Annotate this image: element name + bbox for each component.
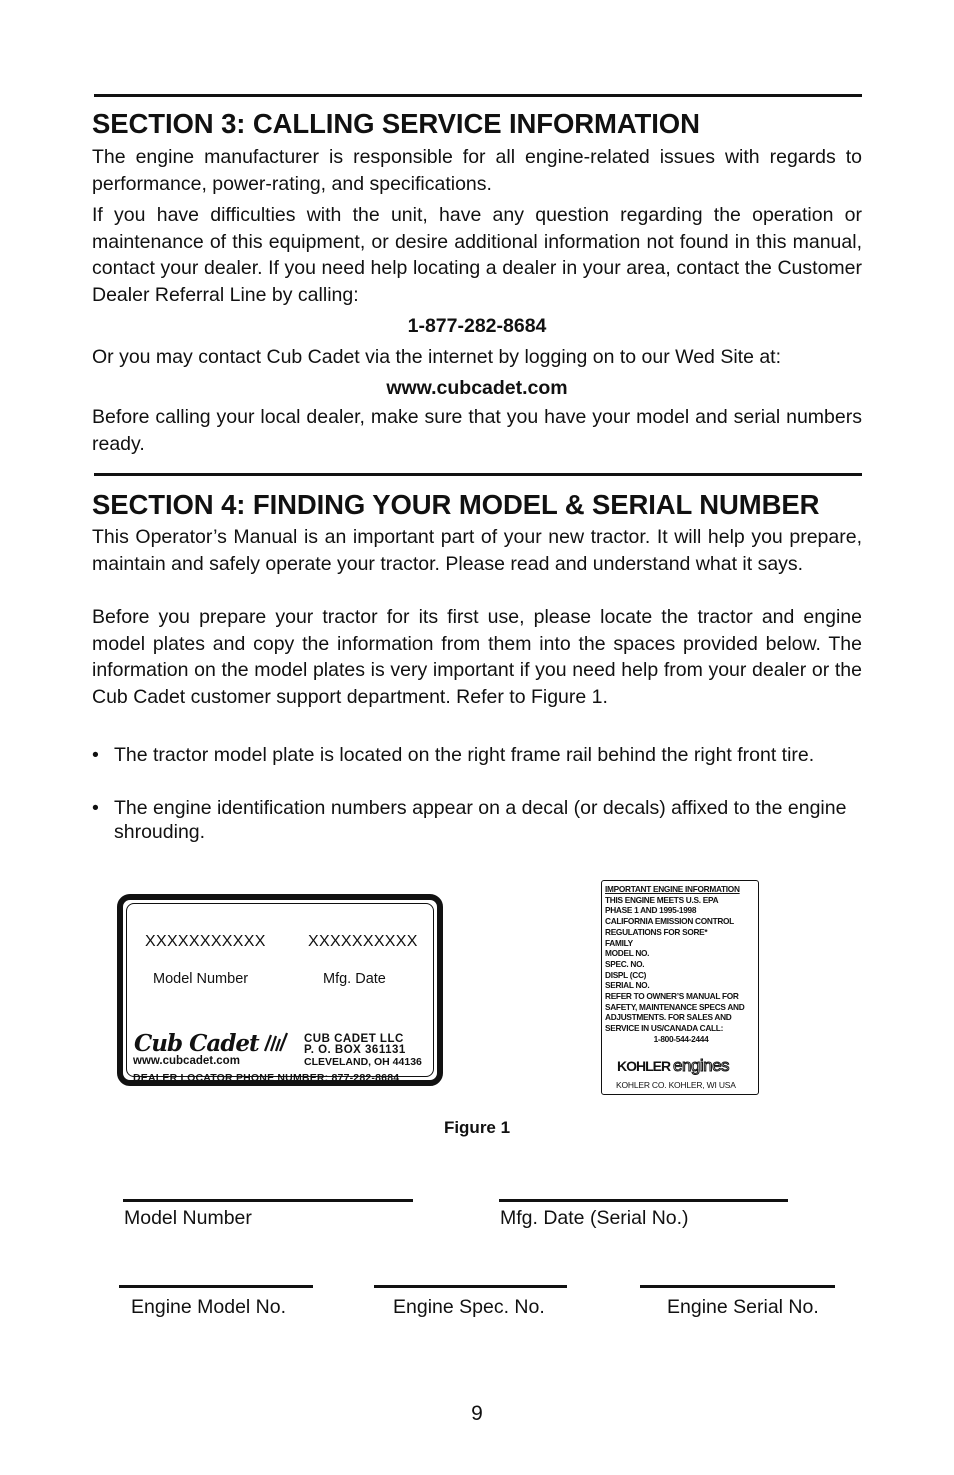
kohler-engines-logo [615,1058,743,1076]
decal-line: MODEL NO. [605,948,650,959]
mfg-date-field-label: Mfg. Date (Serial No.) [500,1207,689,1229]
decal-line: REFER TO OWNER’S MANUAL FOR [605,991,739,1002]
plate-model-number-value: XXXXXXXXXXX [145,933,266,950]
plate-url: www.cubcadet.com [133,1055,240,1067]
section-3-para-4: Before calling your local dealer, make sure that you have your model and serial numbers ready. [92,406,862,455]
engine-spec-field-label: Engine Spec. No. [393,1296,545,1318]
engine-model-write-line [119,1285,313,1288]
decal-line: SAFETY, MAINTENANCE SPECS AND [605,1001,745,1012]
plate-mfg-date-value: XXXXXXXXXX [308,933,418,950]
bullet-icon: • [92,744,99,766]
plate-model-number-label: Model Number [153,971,249,987]
section-4-para-2: Before you prepare your tractor for its first use, please locate the tractor and engine model plates and copy the information from them into the spaces provided below. The information on the model plates is very important if you need help from your dealer or the Cub Cadet customer support department. Refer to Figure 1. [92,606,862,708]
plate-company [304,1034,406,1056]
model-number-field-label: Model Number [124,1207,252,1229]
decal-line: SPEC. NO. [605,958,645,969]
decal-line: THIS ENGINE MEETS U.S. EPA [605,894,719,905]
decal-line: SERVICE IN US/CANADA CALL: [605,1023,724,1034]
figure-caption: Figure 1 [443,1118,511,1137]
list-item-text: The engine identification numbers appear on a decal (or decals) affixed to the engine shrouding. [114,797,847,843]
decal-line: REGULATIONS FOR SORE* [605,926,708,937]
decal-line: FAMILY [605,937,633,948]
engine-serial-write-line [640,1285,835,1288]
section-3-title: SECTION 3: CALLING SERVICE INFORMATION [92,108,700,139]
engine-spec-write-line [374,1285,567,1288]
decal-line: DISPL (CC) [605,969,647,980]
plate-dealer-line: DEALER LOCATOR PHONE NUMBER: 877-282-8684 [133,1072,400,1084]
plate-mfg-date-label: Mfg. Date [323,971,386,987]
engine-model-field-label: Engine Model No. [131,1296,287,1318]
decal-line: PHASE 1 AND 1995-1998 [605,905,697,916]
section-3-para-1: The engine manufacturer is responsible for all engine-related issues with regards to performance, power-rating, and specifications. [92,146,862,195]
list-item [92,743,862,767]
decal-line: CALIFORNIA EMISSION CONTROL [605,916,734,927]
model-number-write-line [123,1199,413,1202]
cub-cadet-leaf-icon [263,1031,289,1053]
section-divider [94,473,862,476]
section-4-para-1: This Operator’s Manual is an important part of your new tractor. It will help you prepare, maintain and safely operate your tractor. Please read and understand what it says. [92,526,862,575]
decal-phone: 1-800-544-2444 [653,1033,709,1044]
decal-text-lines [605,884,757,1045]
list-item-text: The tractor model plate is located on the right frame rail behind the right front tire. [114,744,815,766]
cub-cadet-logo: Cub Cadet [134,1030,259,1057]
dealer-phone-number: 1-877-282-8684 [407,315,547,337]
engine-info-decal [601,880,759,1095]
section-4-title: SECTION 4: FINDING YOUR MODEL & SERIAL NUMBER [92,489,820,520]
plate-company-name: CUB CADET LLC [304,1033,404,1045]
kohler-address: KOHLER CO. KOHLER, WI USA [616,1080,736,1090]
decal-line: IMPORTANT ENGINE INFORMATION [605,884,740,894]
mfg-date-write-line [499,1199,788,1202]
section-3-para-3: Or you may contact Cub Cadet via the internet by logging on to our Wed Site at: [92,346,782,368]
section-divider [94,94,862,97]
list-item [92,796,862,844]
decal-line: SERIAL NO. [605,980,650,991]
plate-city: CLEVELAND, OH 44136 [304,1056,422,1068]
bullet-icon: • [92,797,99,819]
kohler-engines-text: engines [673,1056,730,1075]
tractor-model-plate [117,894,443,1086]
page-number: 9 [471,1402,483,1425]
plate-po-box: P. O. BOX 361131 [304,1044,406,1056]
decal-line: ADJUSTMENTS. FOR SALES AND [605,1012,732,1023]
engine-serial-field-label: Engine Serial No. [667,1296,819,1318]
website-url: www.cubcadet.com [386,377,568,399]
section-3-para-2: If you have difficulties with the unit, have any question regarding the operation or maintenance of this equipment, or desire additional information not found in this manual, contact your dealer. If you need help locating a dealer in your area, contact the Customer Dealer Referral Line by calling: [92,204,862,306]
kohler-brand: KOHLER [617,1058,671,1074]
